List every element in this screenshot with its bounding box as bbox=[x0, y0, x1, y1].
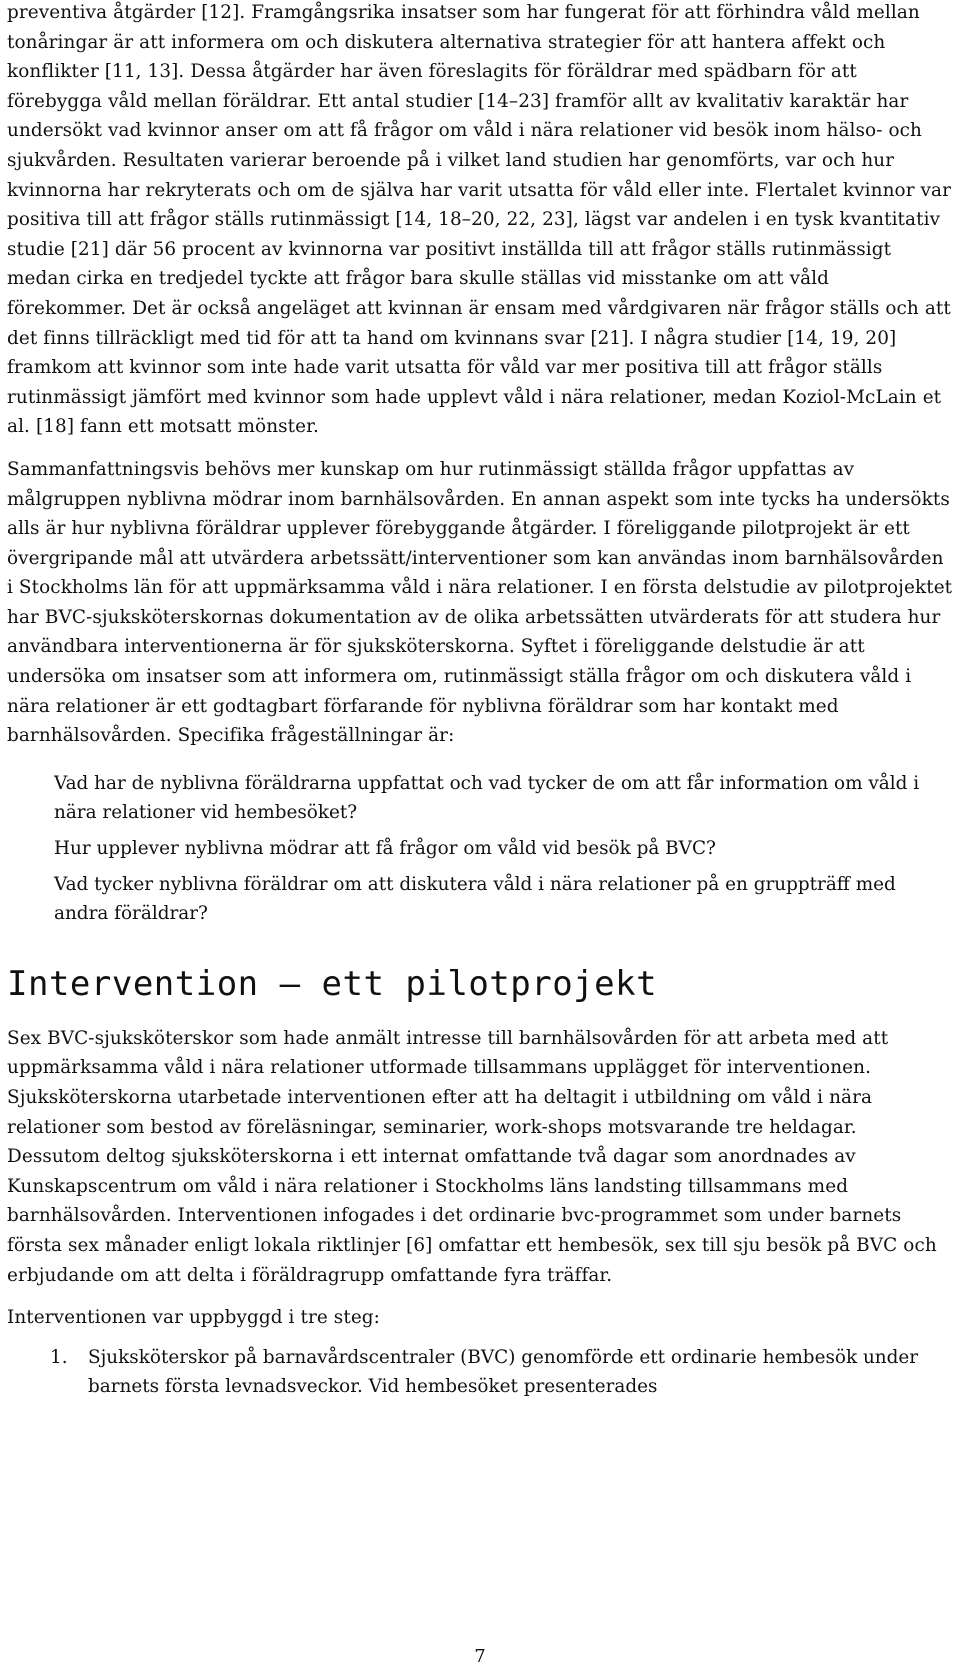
body-paragraph-steps-intro: Interventionen var uppbyggd i tre steg: bbox=[7, 1307, 380, 1329]
research-questions-list bbox=[7, 769, 953, 929]
document-page bbox=[7, 0, 953, 1402]
body-paragraph-summary: Sammanfattningsvis behövs mer kunskap om hur rutinmässigt ställda frågor uppfattas av målgruppen nyblivna mödrar inom barnhälsovården. En annan aspekt som inte tycks ha undersökts alls är hur nyblivna föräldrar upplever förebyggande åtgärder. I föreliggande pilotprojekt är ett övergripande mål att utvärdera arbetssätt/interventioner som kan användas inom barnhälsovården i Stockholms län för att uppmärksamma våld i nära relationer. I en första delstudie av pilotprojektet har BVC-sjuksköterskornas dokumentation av de olika arbetssätten utvärderats för att studera hur användbara interventionerna är för sjuksköterskorna. Syftet i föreliggande delstudie är att undersöka om insatser som att informera om, rutinmässigt ställa frågor om och diskutera våld i nära relationer är ett godtagbart förfarande för nyblivna föräldrar som har kontakt med barnhälsovården. Specifika frågeställningar är: bbox=[7, 458, 953, 747]
body-paragraph-background: preventiva åtgärder [12]. Framgångsrika insatser som har fungerat för att förhindra våld mellan tonåringar är att informera om och diskutera alternativa strategier för att hantera affekt och konflikter [11, 13]. Dessa åtgärder har även föreslagits för föräldrar med spädbarn för att förebygga våld mellan föräldrar. Ett antal studier [14–23] framför allt av kvalitativ karaktär har undersökt vad kvinnor anser om att få frågor om våld i nära relationer vid besök inom hälso- och sjukvården. Resultaten varierar beroende på i vilket land studien har genomförts, var och hur kvinnorna har rekryterats och om de själva har varit utsatta för våld eller inte. Flertalet kvinnor var positiva till att frågor ställs rutinmässigt [14, 18–20, 22, 23], lägst var andelen i en tysk kvantitativ studie [21] där 56 procent av kvinnorna var positivt inställda till att frågor ställs rutinmässigt medan cirka en tredjedel tyckte att frågor bara skulle ställas vid misstanke om att våld förekommer. Det är också angeläget att kvinnan är ensam med vårdgivaren när frågor ställs och att det finns tillräckligt med tid för att ta hand om kvinnans svar [21]. I några studier [14, 19, 20] framkom att kvinnor som inte hade varit utsatta för våld var mer positiva till att frågor ställs rutinmässigt jämfört med kvinnor som hade upplevt våld i nära relationer, medan Koziol-McLain et al. [18] fann ett motsatt mönster. bbox=[7, 2, 951, 438]
research-question: Hur upplever nyblivna mödrar att få frågor om våld vid besök på BVC? bbox=[54, 838, 716, 860]
intervention-step bbox=[7, 1343, 953, 1402]
body-paragraph-intervention: Sex BVC-sjuksköterskor som hade anmält intresse till barnhälsovården för att arbeta med att uppmärksamma våld i nära relationer utformade tillsammans upplägget för interventionen. Sjuksköterskorna utarbetade interventionen efter att ha deltagit i utbildning om våld i nära relationer som bestod av föreläsningar, seminarier, work-shops motsvarande tre heldagar. Dessutom deltog sjuksköterskorna i ett internat omfattande två dagar som anordnades av Kunskapscentrum om våld i nära relationer i Stockholms läns landsting tillsammans med barnhälsovården. Interventionen infogades i det ordinarie bvc-programmet som under barnets första sex månader enligt lokala riktlinjer [6] omfattar ett hembesök, sex till sju besök på BVC och erbjudande om att delta i föräldragrupp omfattande fyra träffar. bbox=[7, 1027, 937, 1286]
research-question: Vad har de nyblivna föräldrarna uppfattat och vad tycker de om att får information om våld i nära relationer vid hembesöket? bbox=[54, 772, 920, 824]
step-text: Sjuksköterskor på barnavårdscentraler (BVC) genomförde ett ordinarie hembesök under barnets första levnadsveckor. Vid hembesöket presenterades bbox=[88, 1346, 919, 1398]
research-question: Vad tycker nyblivna föräldrar om att diskutera våld i nära relationer på en gruppträff med andra föräldrar? bbox=[54, 873, 896, 925]
intervention-steps-list bbox=[7, 1343, 953, 1402]
section-heading: Intervention – ett pilotprojekt bbox=[7, 963, 658, 1004]
page-number: 7 bbox=[474, 1646, 486, 1667]
step-number: 1. bbox=[50, 1346, 68, 1368]
